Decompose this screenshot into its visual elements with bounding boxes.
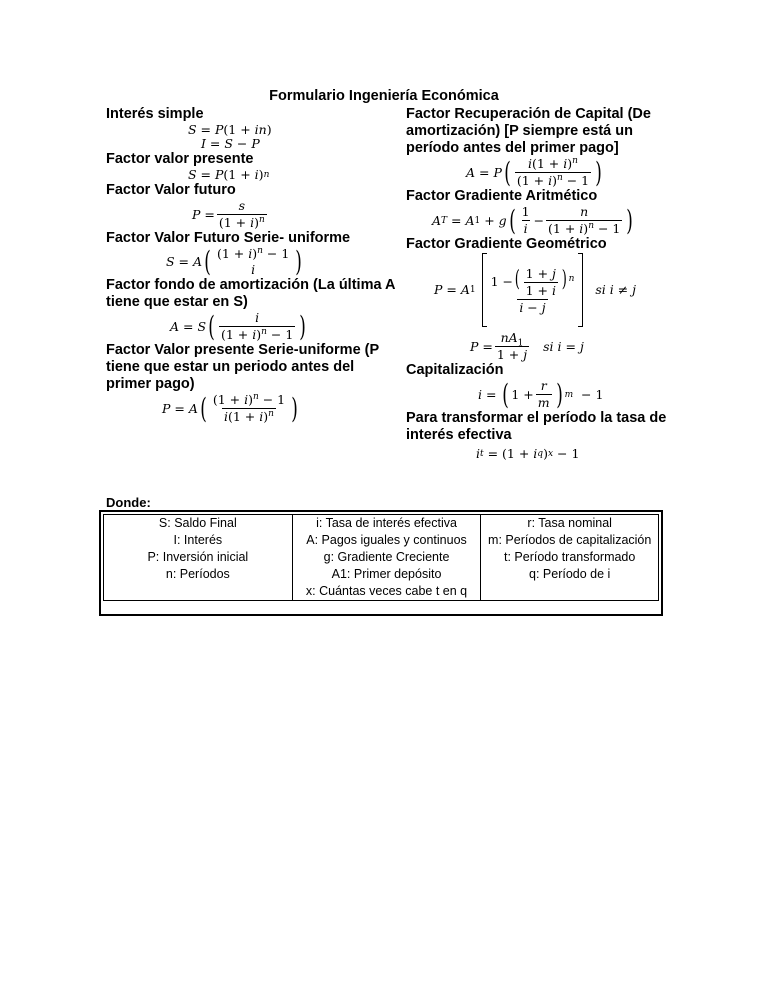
formula-fondo-amortizacion: A = S ( $\frac{i}{(1 + i)^n - 1}$ ): [170, 309, 307, 343]
heading-capitalizacion: Capitalización: [406, 362, 504, 378]
formula-capitalizacion: i = ( 1 + $\frac{r}{m}$ ) m − 1: [478, 377, 604, 411]
right-column: [406, 106, 668, 461]
donde-label: Donde:: [106, 495, 151, 510]
heading-valor-futuro: Factor Valor futuro: [106, 182, 236, 198]
heading-futuro-serie: Factor Valor Futuro Serie- uniforme: [106, 230, 351, 246]
table-cell: q: Período de i: [481, 566, 659, 583]
heading-gradiente-aritmetico: Factor Gradiente Aritmético: [406, 188, 598, 204]
table-cell: P: Inversión inicial: [104, 549, 293, 566]
formula-gradiente-aritmetico: A T = A 1 + g ( $\frac{1}{i}$ − $\frac{n}{(1 + i)^n - 1}$ ): [432, 203, 634, 237]
heading-gradiente-geometrico: Factor Gradiente Geométrico: [406, 236, 607, 252]
table-cell: m: Períodos de capitalización: [481, 532, 659, 549]
table-row: [104, 515, 659, 533]
formula-futuro-serie: S = A ( $(1 + i)^n - 1$ i ): [166, 245, 303, 278]
table-cell: r: Tasa nominal: [481, 515, 659, 533]
formula-gradiente-geometrico: P = A 1 1 −( $\frac{1 + j}{1 + i}$ ) $^n$ i − j si i ≠ j: [434, 253, 668, 327]
heading-fondo-amortizacion: Factor fondo de amortización (La última A tiene que estar en S): [106, 277, 395, 310]
table-cell: [481, 583, 659, 601]
table-row: [104, 549, 659, 566]
table-cell: A: Pagos iguales y continuos: [292, 532, 481, 549]
formula-transformar-tasa: i t = (1 + i q ) x − 1: [476, 446, 580, 461]
table-cell: I: Interés: [104, 532, 293, 549]
heading-recuperacion-capital: Factor Recuperación de Capital (De amortización) [P siempre está un período antes del primer pago]: [406, 106, 651, 156]
heading-interes-simple: Interés simple: [106, 106, 204, 122]
variables-table: [103, 514, 659, 601]
left-column: [106, 106, 396, 424]
variables-table-frame: [99, 510, 663, 616]
table-cell: g: Gradiente Creciente: [292, 549, 481, 566]
heading-presente-serie: Factor Valor presente Serie-uniforme (P tiene que estar un periodo antes del primer pago): [106, 342, 379, 392]
heading-transformar-tasa: Para transformar el período la tasa de interés efectiva: [406, 410, 667, 443]
table-cell: A1: Primer depósito: [292, 566, 481, 583]
formula-gradiente-geometrico-eq: P = $\frac{nA_1}{1 + j}$ si i = j: [470, 330, 584, 362]
condition-i-eq-j: si i = j: [543, 338, 584, 354]
table-cell: x: Cuántas veces cabe t en q: [292, 583, 481, 601]
formula-valor-presente: S = P (1 + i ) n: [188, 167, 270, 182]
table-cell: i: Tasa de interés efectiva: [292, 515, 481, 533]
table-cell: [104, 583, 293, 601]
table-row: [104, 583, 659, 601]
heading-valor-presente: Factor valor presente: [106, 151, 254, 167]
table-row: [104, 532, 659, 549]
page-title: Formulario Ingeniería Económica: [269, 88, 499, 104]
table-row: [104, 566, 659, 583]
formula-simple-s: S = P (1 + in ): [188, 122, 272, 137]
formula-presente-serie: P = A ( $\frac{(1 + i)^n - 1}{i(1 + i)^n}$ ): [162, 391, 298, 425]
table-cell: S: Saldo Final: [104, 515, 293, 533]
condition-i-neq-j: si i ≠ j: [595, 282, 637, 297]
formula-recuperacion-capital: A = P ( $\frac{i(1 + i)^n}{(1 + i)^n - 1}$ ): [466, 155, 602, 189]
table-cell: n: Períodos: [104, 566, 293, 583]
formula-valor-futuro: P = $\frac{s}{(1 + i)^n}$: [192, 198, 265, 230]
table-cell: t: Período transformado: [481, 549, 659, 566]
formula-simple-i: I = S − P: [201, 136, 260, 151]
